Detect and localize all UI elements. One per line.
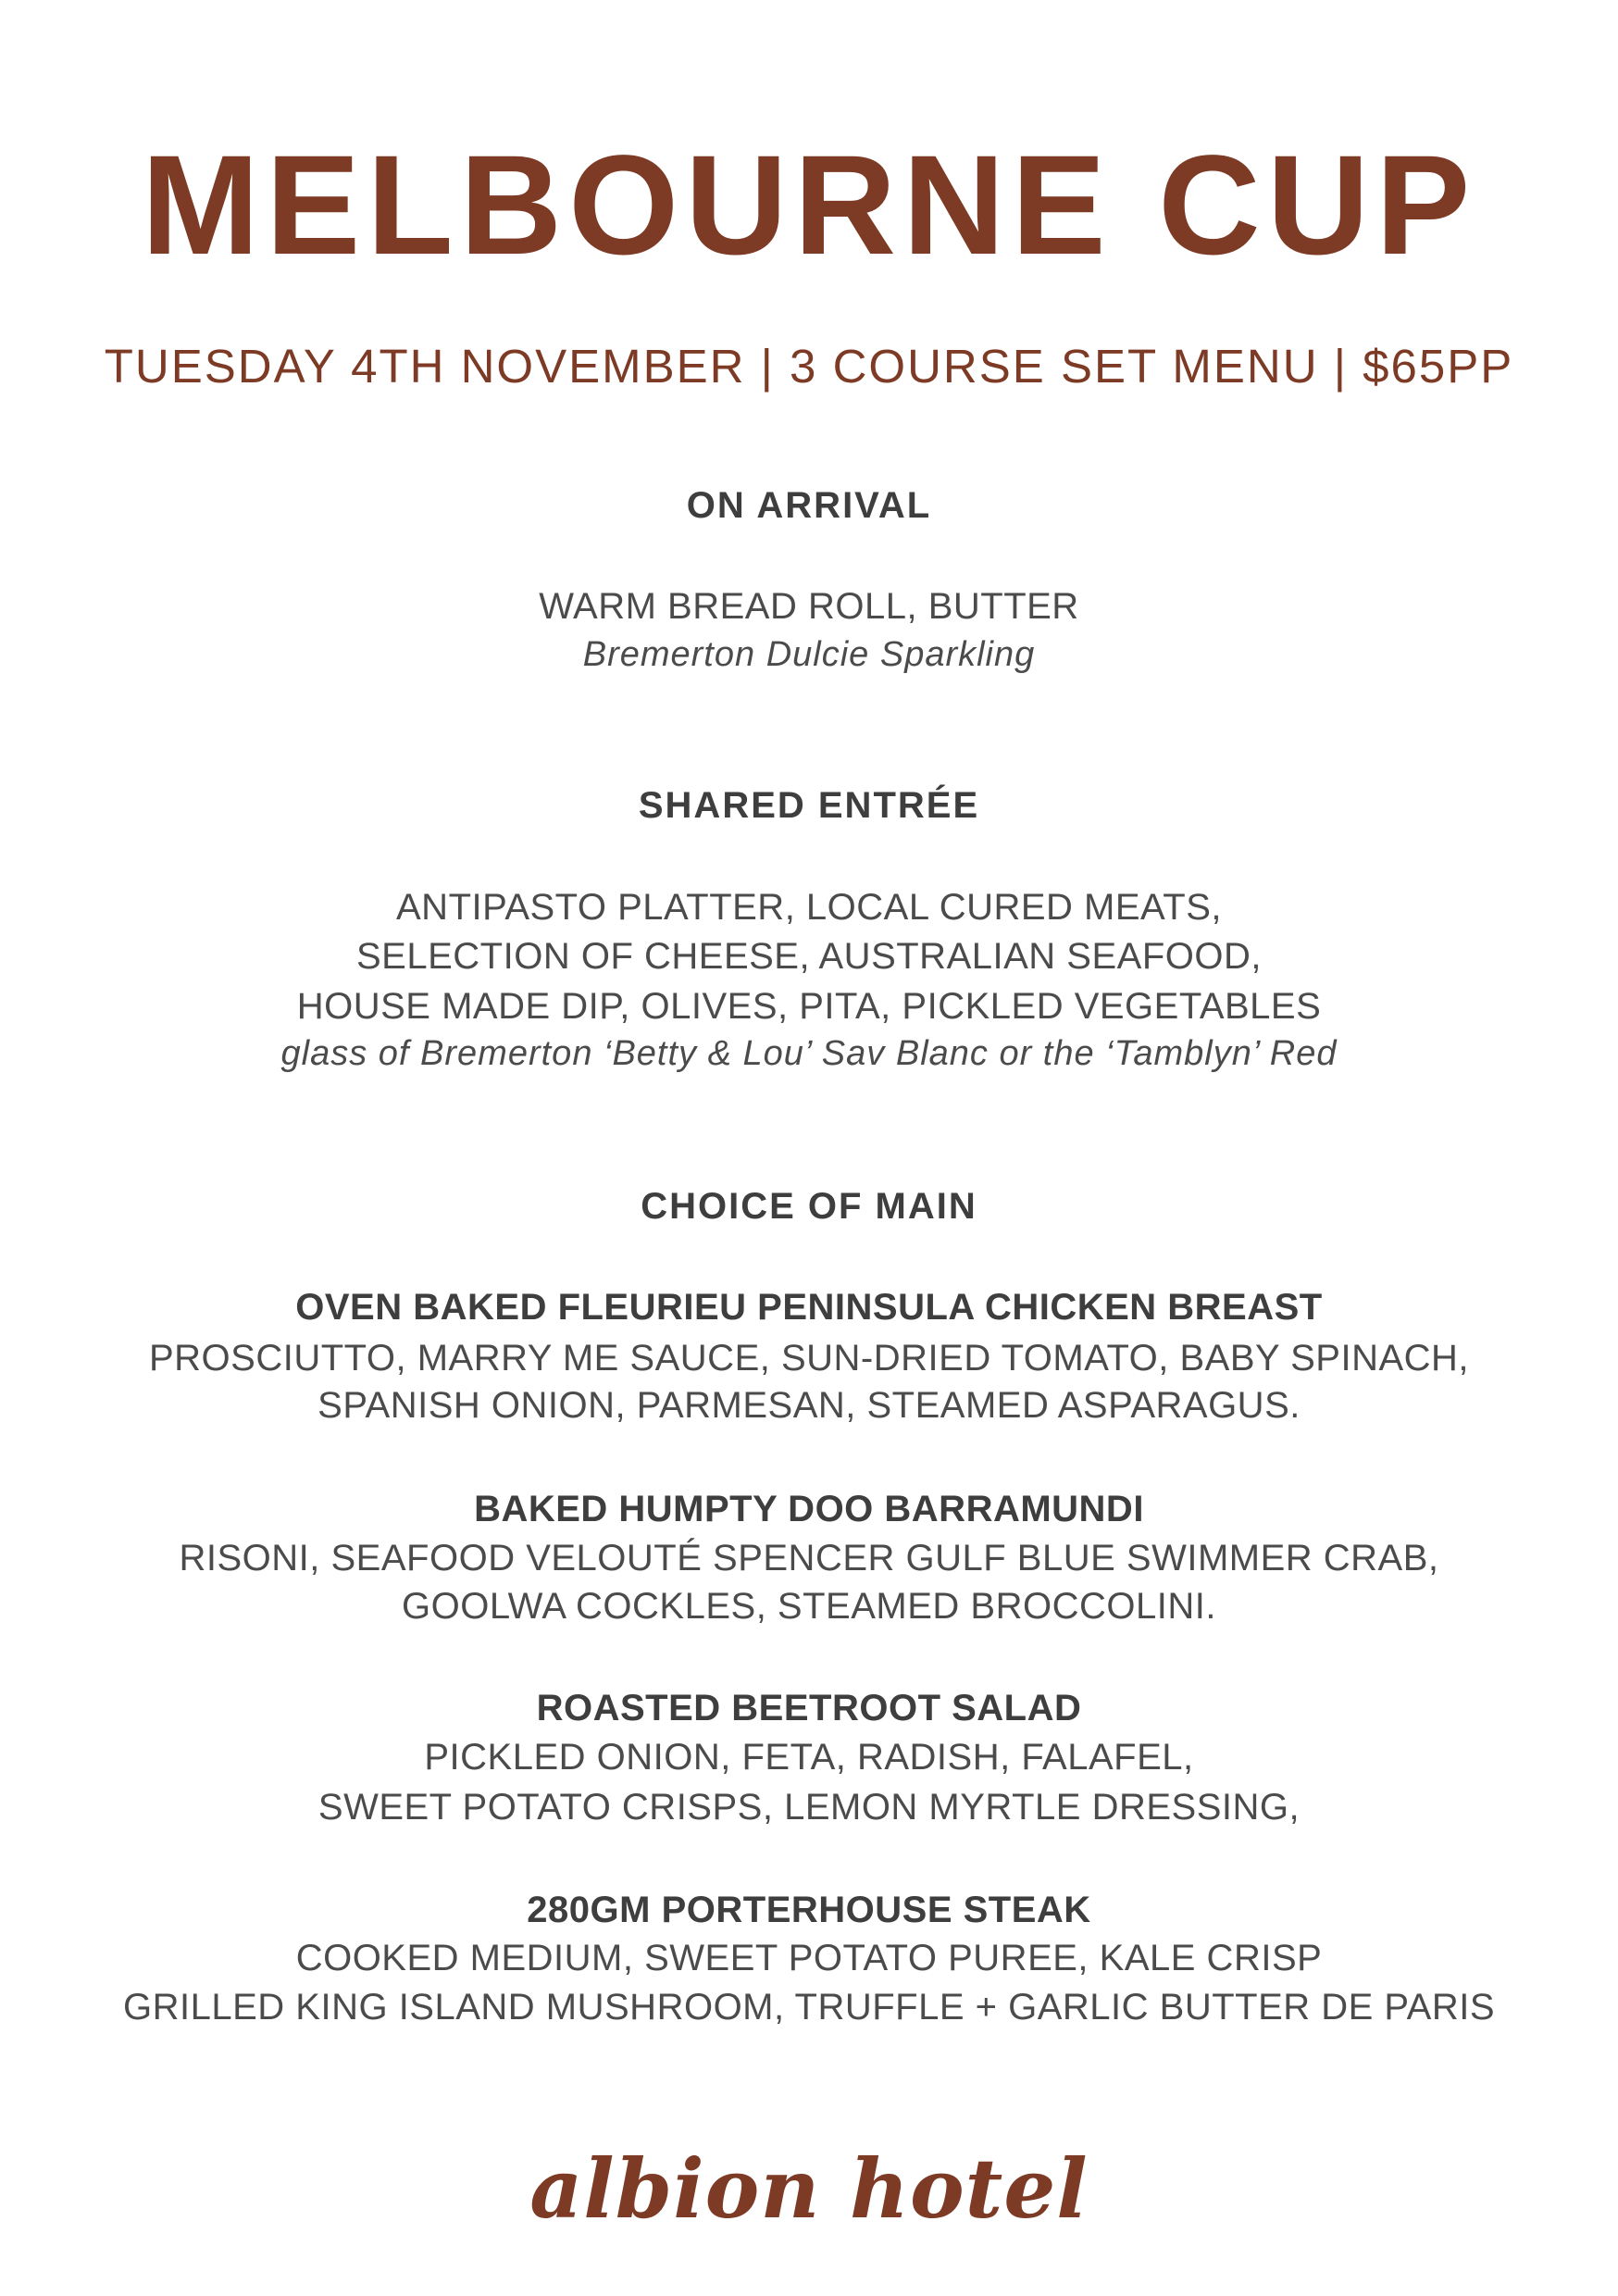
- menu-item-line: COOKED MEDIUM, SWEET POTATO PUREE, KALE CRISP: [295, 1938, 1323, 1978]
- dish-name-beetroot-salad: ROASTED BEETROOT SALAD: [536, 1688, 1082, 1728]
- hotel-logo: albion hotel: [529, 2140, 1089, 2237]
- section-heading-shared-entree: SHARED ENTRÉE: [638, 785, 980, 826]
- menu-item-line: GRILLED KING ISLAND MUSHROOM, TRUFFLE + GARLIC BUTTER DE PARIS: [123, 1987, 1495, 2028]
- menu-subtitle: TUESDAY 4TH NOVEMBER | 3 COURSE SET MENU | $65PP: [104, 340, 1514, 393]
- wine-pairing-note: glass of Bremerton ‘Betty & Lou’ Sav Blanc or the ‘Tamblyn’ Red: [280, 1034, 1338, 1073]
- menu-item-line: HOUSE MADE DIP, OLIVES, PITA, PICKLED VEGETABLES: [296, 986, 1322, 1027]
- menu-item-line: GOOLWA COCKLES, STEAMED BROCCOLINI.: [402, 1586, 1216, 1627]
- dish-name-porterhouse-steak: 280GM PORTERHOUSE STEAK: [527, 1890, 1091, 1930]
- menu-item-line: ANTIPASTO PLATTER, LOCAL CURED MEATS,: [396, 887, 1222, 928]
- menu-item-line: RISONI, SEAFOOD VELOUTÉ SPENCER GULF BLUE SWIMMER CRAB,: [179, 1538, 1439, 1578]
- menu-item-line: PROSCIUTTO, MARRY ME SAUCE, SUN-DRIED TOMATO, BABY SPINACH,: [148, 1338, 1470, 1379]
- dish-name-barramundi: BAKED HUMPTY DOO BARRAMUNDI: [474, 1489, 1144, 1529]
- menu-item-line: WARM BREAD ROLL, BUTTER: [539, 586, 1079, 627]
- section-heading-on-arrival: ON ARRIVAL: [686, 485, 932, 526]
- menu-item-line: PICKLED ONION, FETA, RADISH, FALAFEL,: [424, 1737, 1194, 1778]
- menu-item-line: SWEET POTATO CRISPS, LEMON MYRTLE DRESSING,: [317, 1787, 1301, 1828]
- menu-item-line: SELECTION OF CHEESE, AUSTRALIAN SEAFOOD,: [356, 936, 1262, 977]
- section-heading-choice-of-main: CHOICE OF MAIN: [641, 1186, 977, 1227]
- menu-item-line: SPANISH ONION, PARMESAN, STEAMED ASPARAGUS.: [317, 1385, 1301, 1426]
- menu-title: MELBOURNE CUP: [141, 126, 1477, 284]
- dish-name-chicken-breast: OVEN BAKED FLEURIEU PENINSULA CHICKEN BREAST: [295, 1287, 1323, 1328]
- wine-pairing-note: Bremerton Dulcie Sparkling: [582, 635, 1036, 674]
